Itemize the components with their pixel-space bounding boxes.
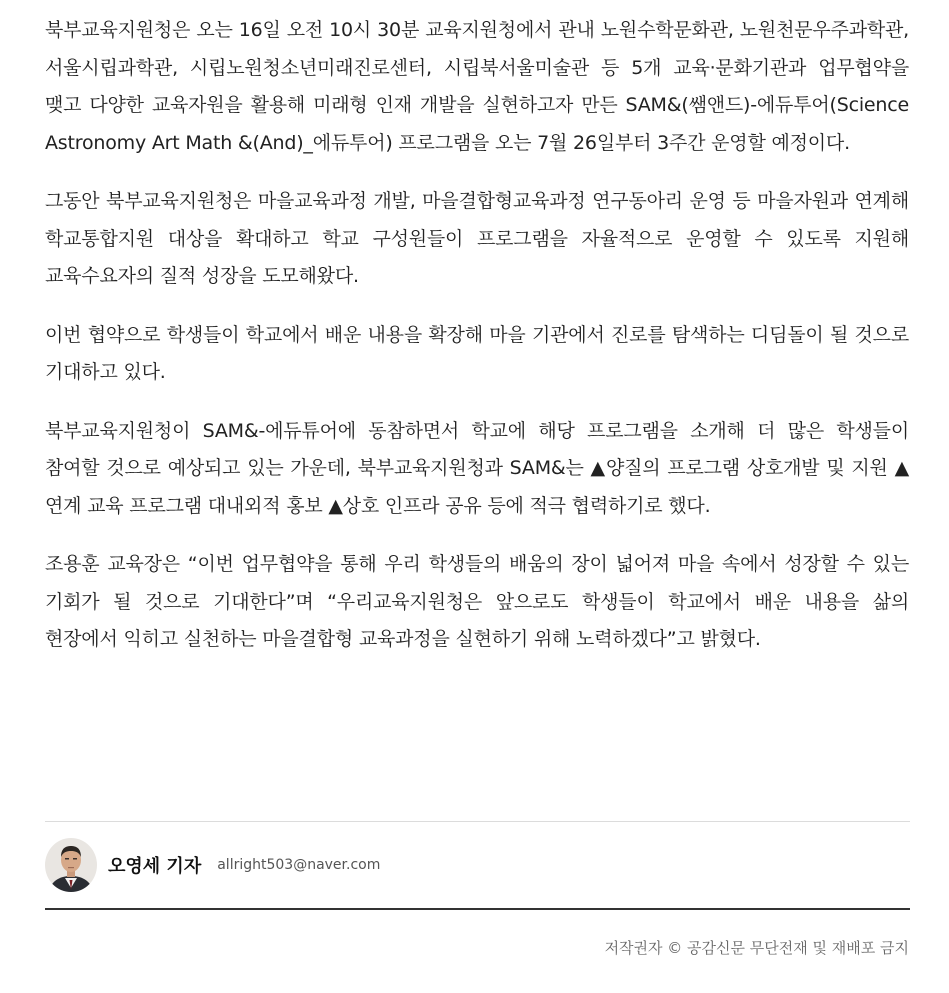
article-body	[45, 12, 909, 680]
byline-bottom-divider	[45, 908, 910, 910]
author-avatar[interactable]	[45, 838, 97, 892]
article-paragraph: 조용훈 교육장은 “이번 업무협약을 통해 우리 학생들의 배움의 장이 넓어져 마을 속에서 성장할 수 있는 기회가 될 것으로 기대한다”며 “우리교육지원청은 앞으로도 학생들이 학교에서 배운 내용을 삶의 현장에서 익히고 실천하는 마을결합형 교육과정을 실현하기 위해 노력하겠다”고 밝혔다.	[45, 553, 909, 650]
author-name[interactable]: 오영세 기자	[108, 856, 202, 877]
author-byline	[45, 836, 910, 894]
article-paragraph: 이번 협약으로 학생들이 학교에서 배운 내용을 확장해 마을 기관에서 진로를 탐색하는 디딤돌이 될 것으로 기대하고 있다.	[45, 323, 909, 383]
author-photo	[45, 838, 97, 892]
author-email[interactable]: allright503@naver.com	[217, 857, 381, 873]
article-paragraph: 그동안 북부교육지원청은 마을교육과정 개발, 마을결합형교육과정 연구동아리 운영 등 마을자원과 연계해 학교통합지원 대상을 확대하고 학교 구성원들이 프로그램을 자율적으로 운영할 수 있도록 지원해 교육수요자의 질적 성장을 도모해왔다.	[45, 190, 909, 287]
article-paragraph: 북부교육지원청은 오는 16일 오전 10시 30분 교육지원청에서 관내 노원수학문화관, 노원천문우주과학관, 서울시립과학관, 시립노원청소년미래진로센터, 시립북서울미술관 등 5개 교육·문화기관과 업무협약을 맺고 다양한 교육자원을 활용해 미래형 인재 개발을 실현하고자 만든 SAM&(쌤앤드)-에듀투어(Science Astronomy Art Math &(And)_에듀투어) 프로그램을 오는 7월 26일부터 3주간 운영할 예정이다.	[45, 19, 909, 154]
article-paragraph: 북부교육지원청이 SAM&-에듀튜어에 동참하면서 학교에 해당 프로그램을 소개해 더 많은 학생들이 참여할 것으로 예상되고 있는 가운데, 북부교육지원청과 SAM&는 ▲양질의 프로그램 상호개발 및 지원 ▲연계 교육 프로그램 대내외적 홍보 ▲상호 인프라 공유 등에 적극 협력하기로 했다.	[45, 419, 909, 517]
copyright-notice: 저작권자 © 공감신문 무단전재 및 재배포 금지	[604, 939, 909, 957]
byline-top-divider	[45, 821, 910, 822]
